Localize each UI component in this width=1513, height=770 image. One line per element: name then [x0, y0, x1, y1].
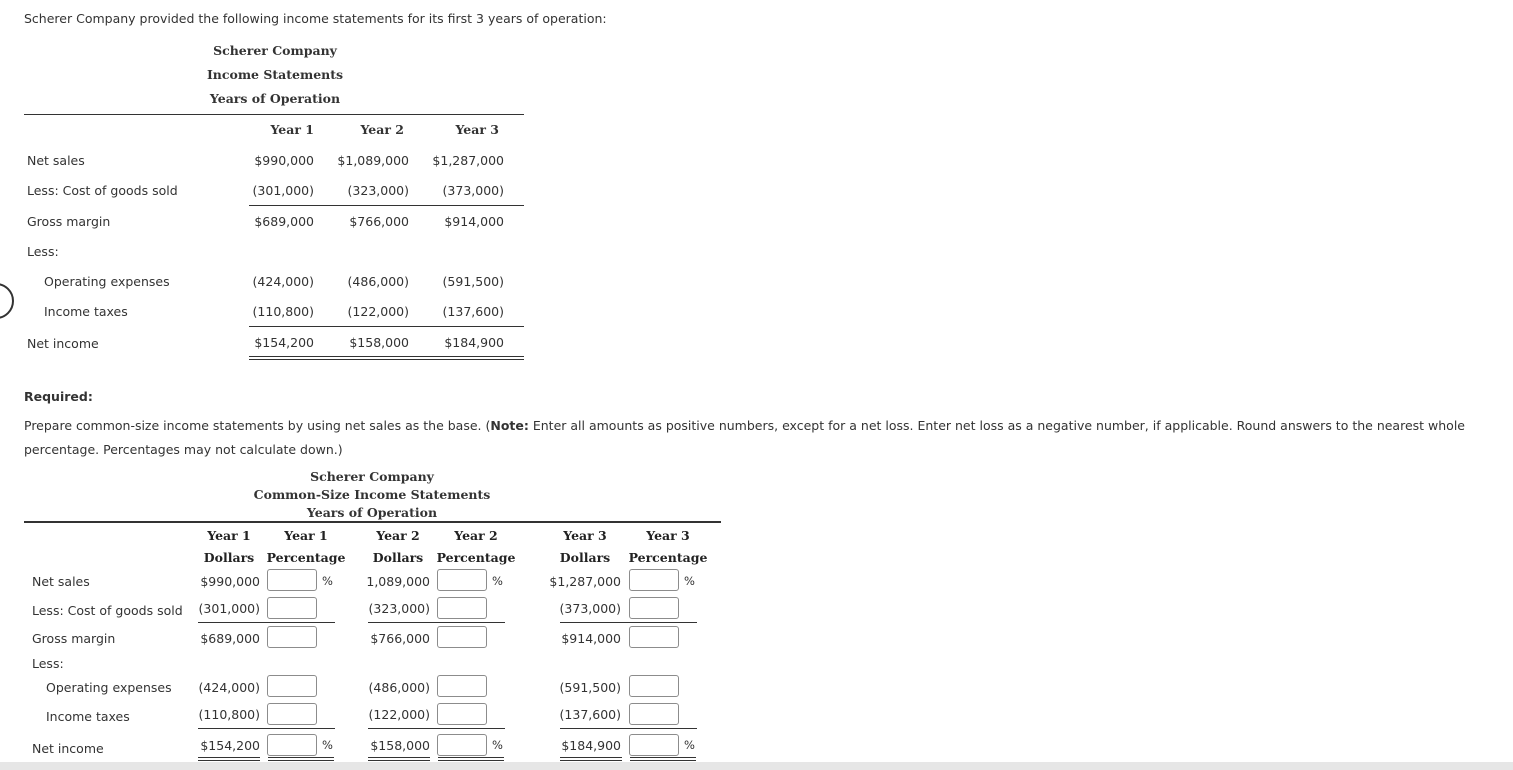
note-label: Note: — [490, 418, 529, 433]
statement1-total-double-rule — [249, 356, 524, 360]
required-instructions-line1 — [24, 418, 1465, 433]
statement1-subtotal-rule — [249, 326, 524, 327]
statement1-cell: $689,000 — [254, 214, 314, 229]
header-year2-dollars-bottom: Dollars — [372, 550, 424, 565]
statement1-subtitle: Income Statements — [206, 67, 344, 82]
year2-income-taxes-percentage-input[interactable] — [437, 703, 487, 725]
year2-operating-expenses-percentage-input[interactable] — [437, 675, 487, 697]
statement1-cell: $158,000 — [349, 335, 409, 350]
year1-operating-expenses-percentage-input[interactable] — [267, 675, 317, 697]
statement1-cell: (424,000) — [252, 274, 314, 289]
statement2-dollar-cell: (137,600) — [559, 707, 621, 722]
statement2-row-label: Less: — [32, 656, 64, 671]
statement2-total-double-rule — [268, 757, 334, 761]
statement2-subtotal-rule — [368, 622, 505, 623]
horizontal-scrollbar[interactable] — [0, 762, 1513, 770]
statement1-period: Years of Operation — [209, 91, 341, 106]
header-year3-pct-bottom: Percentage — [628, 550, 708, 565]
statement1-row-label: Less: Cost of goods sold — [27, 183, 178, 198]
statement2-top-rule — [24, 521, 721, 523]
statement2-total-double-rule — [560, 757, 622, 761]
statement2-dollar-cell: (424,000) — [198, 680, 260, 695]
statement1-row-label: Income taxes — [44, 304, 128, 319]
required-instructions-line2: percentage. Percentages may not calculate down.) — [24, 442, 343, 457]
statement1-row-label: Net income — [27, 336, 99, 351]
year2-cogs-percentage-input[interactable] — [437, 597, 487, 619]
header-year2-pct-bottom: Percentage — [436, 550, 516, 565]
statement1-col-header: Year 3 — [455, 122, 499, 137]
statement1-cell: $154,200 — [254, 335, 314, 350]
statement2-total-double-rule — [198, 757, 260, 761]
statement2-dollar-cell: (110,800) — [198, 707, 260, 722]
year2-net-income-percentage-input[interactable] — [437, 734, 487, 756]
year3-net-sales-percentage-input[interactable] — [629, 569, 679, 591]
year2-net-sales-percentage-input[interactable] — [437, 569, 487, 591]
statement2-dollar-cell: (323,000) — [368, 601, 430, 616]
statement1-cell: $1,089,000 — [337, 153, 409, 168]
statement2-subtotal-rule — [198, 622, 335, 623]
statement2-dollar-cell: (122,000) — [368, 707, 430, 722]
statement2-dollar-cell: $914,000 — [561, 631, 621, 646]
statement2-dollar-cell: (301,000) — [198, 601, 260, 616]
statement1-col-header: Year 2 — [360, 122, 404, 137]
statement1-company-title: Scherer Company — [213, 43, 337, 58]
statement2-row-label: Net income — [32, 741, 104, 756]
statement2-dollar-cell: $158,000 — [370, 738, 430, 753]
percent-symbol: % — [684, 738, 695, 752]
required-text-pre: Prepare common-size income statements by using net sales as the base. ( — [24, 418, 491, 433]
year1-gross-margin-percentage-input[interactable] — [267, 626, 317, 648]
statement1-subtotal-rule — [249, 205, 524, 206]
statement1-cell: (591,500) — [442, 274, 504, 289]
header-year1-dollars-top: Year 1 — [207, 528, 251, 543]
year2-gross-margin-percentage-input[interactable] — [437, 626, 487, 648]
required-text-post: Enter all amounts as positive numbers, except for a net loss. Enter net loss as a negative number, if applicable. Round answers to the nearest whole — [528, 418, 1465, 433]
header-year1-pct-top: Year 1 — [284, 528, 328, 543]
statement2-dollar-cell: (373,000) — [559, 601, 621, 616]
statement2-dollar-cell: $154,200 — [200, 738, 260, 753]
year3-operating-expenses-percentage-input[interactable] — [629, 675, 679, 697]
percent-symbol: % — [492, 738, 503, 752]
header-year3-pct-top: Year 3 — [646, 528, 690, 543]
statement1-cell: (301,000) — [252, 183, 314, 198]
statement2-dollar-cell: $184,900 — [561, 738, 621, 753]
statement2-subtitle: Common-Size Income Statements — [253, 487, 491, 502]
statement2-subtotal-rule — [368, 728, 505, 729]
year1-cogs-percentage-input[interactable] — [267, 597, 317, 619]
statement1-row-label: Less: — [27, 244, 59, 259]
percent-symbol: % — [684, 574, 695, 588]
year1-net-income-percentage-input[interactable] — [267, 734, 317, 756]
statement1-cell: (110,800) — [252, 304, 314, 319]
statement1-top-rule — [24, 114, 524, 115]
required-heading: Required: — [24, 389, 93, 404]
statement1-cell: (122,000) — [347, 304, 409, 319]
year3-net-income-percentage-input[interactable] — [629, 734, 679, 756]
year1-net-sales-percentage-input[interactable] — [267, 569, 317, 591]
statement1-row-label: Net sales — [27, 153, 85, 168]
header-year1-dollars-bottom: Dollars — [203, 550, 255, 565]
header-year3-dollars-top: Year 3 — [563, 528, 607, 543]
statement2-company-title: Scherer Company — [310, 469, 434, 484]
year3-income-taxes-percentage-input[interactable] — [629, 703, 679, 725]
statement2-dollar-cell: $689,000 — [200, 631, 260, 646]
header-year3-dollars-bottom: Dollars — [559, 550, 611, 565]
statement1-row-label: Gross margin — [27, 214, 111, 229]
statement2-row-label: Income taxes — [46, 709, 130, 724]
statement2-dollar-cell: $766,000 — [370, 631, 430, 646]
statement1-cell: (373,000) — [442, 183, 504, 198]
navigation-circle-icon[interactable] — [0, 283, 14, 319]
percent-symbol: % — [322, 574, 333, 588]
statement2-dollar-cell: $1,287,000 — [549, 574, 621, 589]
header-year2-dollars-top: Year 2 — [376, 528, 420, 543]
statement1-cell: (323,000) — [347, 183, 409, 198]
statement2-subtotal-rule — [560, 728, 697, 729]
header-year1-pct-bottom: Percentage — [266, 550, 346, 565]
statement2-row-label: Less: Cost of goods sold — [32, 603, 183, 618]
statement1-col-header: Year 1 — [270, 122, 314, 137]
statement1-cell: $184,900 — [444, 335, 504, 350]
percent-symbol: % — [322, 738, 333, 752]
statement2-total-double-rule — [630, 757, 696, 761]
header-year2-pct-top: Year 2 — [454, 528, 498, 543]
statement2-dollar-cell: $990,000 — [200, 574, 260, 589]
statement1-cell: $1,287,000 — [432, 153, 504, 168]
statement2-period: Years of Operation — [306, 505, 438, 520]
statement2-total-double-rule — [438, 757, 504, 761]
statement2-dollar-cell: (591,500) — [559, 680, 621, 695]
statement2-total-double-rule — [368, 757, 430, 761]
statement1-row-label: Operating expenses — [44, 274, 170, 289]
statement2-dollar-cell: 1,089,000 — [366, 574, 430, 589]
statement1-cell: (486,000) — [347, 274, 409, 289]
statement2-row-label: Gross margin — [32, 631, 116, 646]
statement1-cell: (137,600) — [442, 304, 504, 319]
statement1-cell: $766,000 — [349, 214, 409, 229]
statement2-row-label: Operating expenses — [46, 680, 172, 695]
statement2-dollar-cell: (486,000) — [368, 680, 430, 695]
year1-income-taxes-percentage-input[interactable] — [267, 703, 317, 725]
year3-gross-margin-percentage-input[interactable] — [629, 626, 679, 648]
statement2-subtotal-rule — [560, 622, 697, 623]
percent-symbol: % — [492, 574, 503, 588]
statement2-subtotal-rule — [198, 728, 335, 729]
statement1-cell: $914,000 — [444, 214, 504, 229]
statement2-row-label: Net sales — [32, 574, 90, 589]
statement1-cell: $990,000 — [254, 153, 314, 168]
year3-cogs-percentage-input[interactable] — [629, 597, 679, 619]
intro-text: Scherer Company provided the following income statements for its first 3 years of operation: — [24, 11, 607, 26]
